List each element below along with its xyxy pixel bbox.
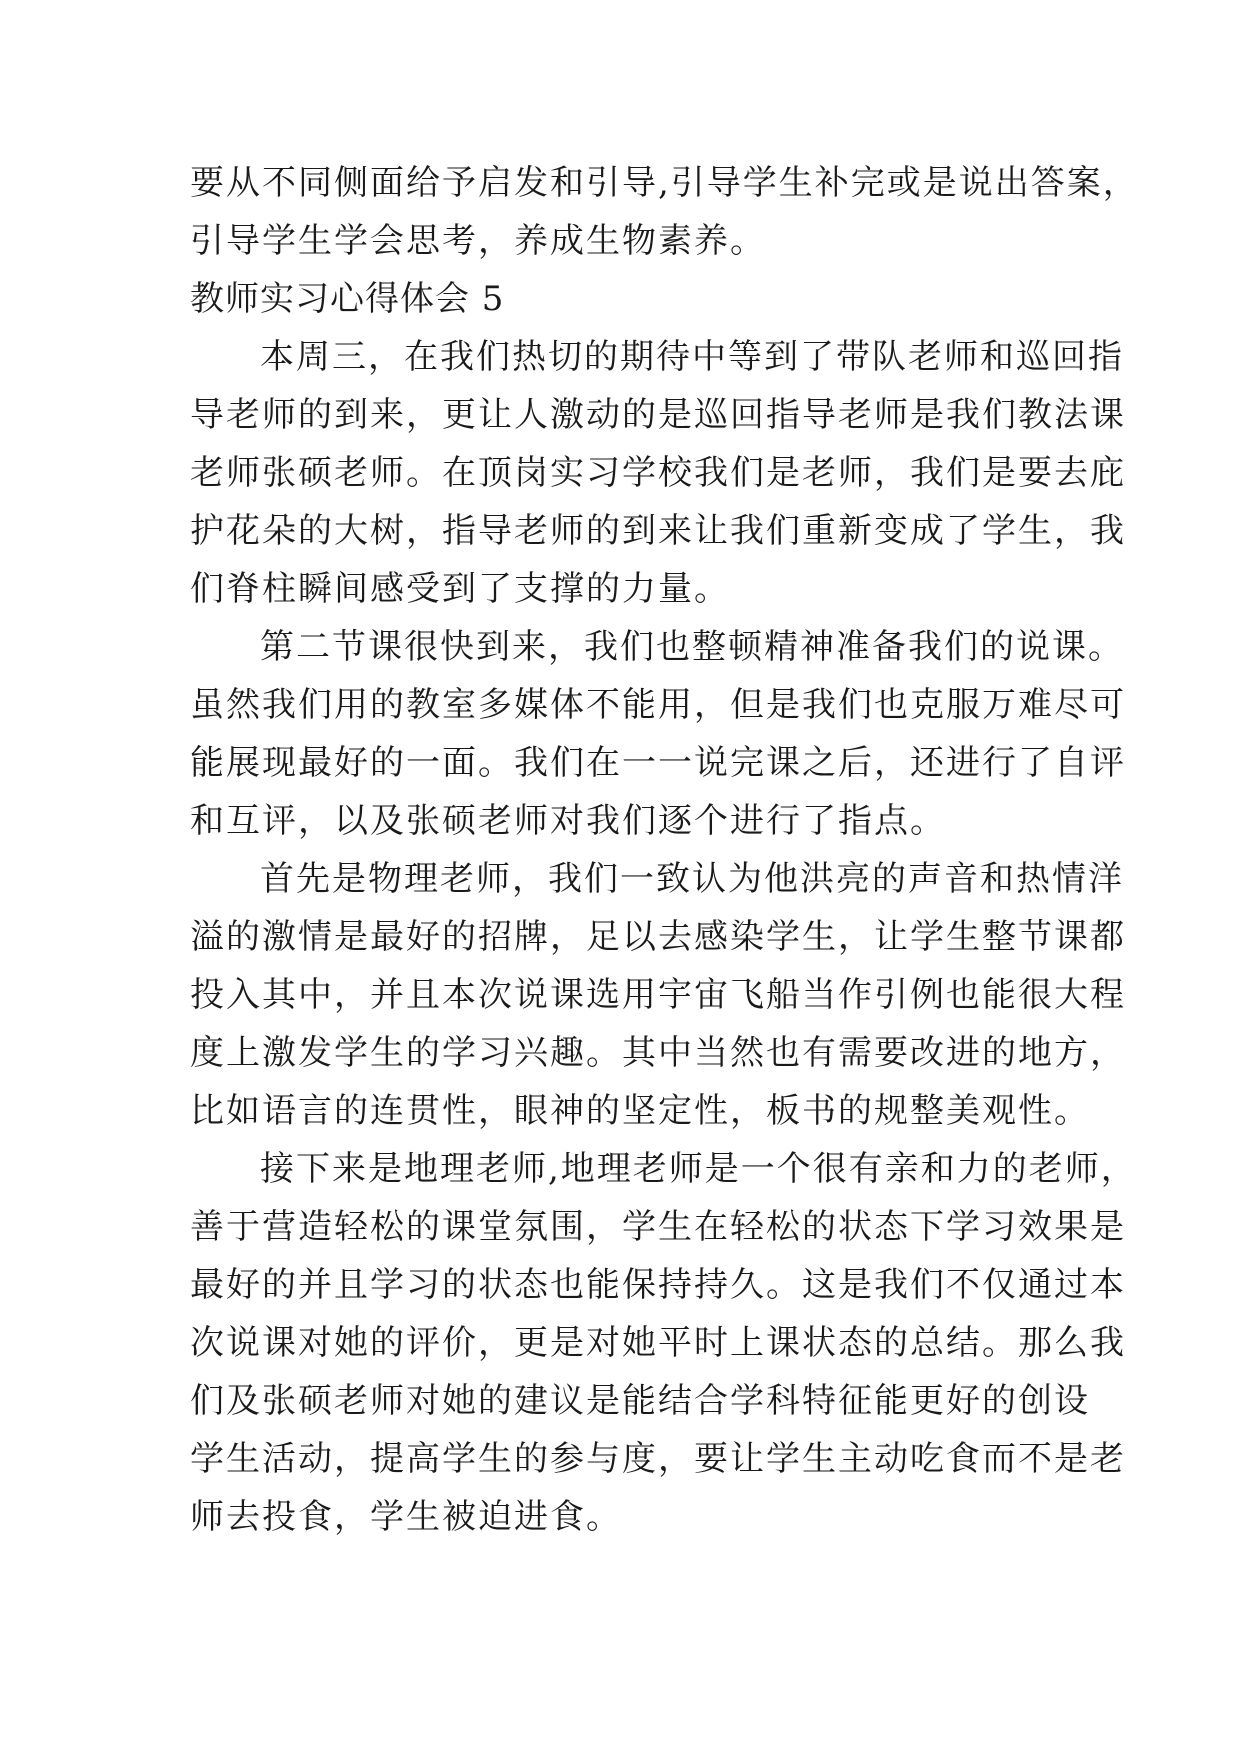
paragraph-line: 学生活动，提高学生的参与度，要让学生主动吃食而不是老 xyxy=(190,1439,1126,1479)
paragraph-line: 首先是物理老师，我们一致认为他洪亮的声音和热情洋 xyxy=(260,859,1124,899)
paragraph-line: 护花朵的大树，指导老师的到来让我们重新变成了学生，我 xyxy=(190,511,1126,551)
paragraph-line: 最好的并且学习的状态也能保持持久。这是我们不仅通过本 xyxy=(190,1265,1126,1305)
paragraph-line: 投入其中，并且本次说课选用宇宙飞船当作引例也能很大程 xyxy=(190,975,1126,1015)
paragraph-line: 比如语言的连贯性，眼神的坚定性，板书的规整美观性。 xyxy=(190,1091,1090,1131)
section-heading: 教师实习心得体会 5 xyxy=(190,279,505,319)
paragraph-line: 导老师的到来，更让人激动的是巡回指导老师是我们教法课 xyxy=(190,395,1126,435)
paragraph-line: 老师张硕老师。在顶岗实习学校我们是老师，我们是要去庇 xyxy=(190,453,1126,493)
paragraph-line: 们及张硕老师对她的建议是能结合学科特征能更好的创设 xyxy=(190,1381,1090,1421)
paragraph-line: 要从不同侧面给予启发和引导,引导学生补完或是说出答案， xyxy=(190,163,1139,203)
paragraph-line: 和互评，以及张硕老师对我们逐个进行了指点。 xyxy=(190,801,946,841)
paragraph-line: 度上激发学生的学习兴趣。其中当然也有需要改进的地方， xyxy=(190,1033,1126,1073)
paragraph-line: 们脊柱瞬间感受到了支撑的力量。 xyxy=(190,569,730,609)
paragraph-line: 善于营造轻松的课堂氛围，学生在轻松的状态下学习效果是 xyxy=(190,1207,1126,1247)
paragraph-line: 虽然我们用的教室多媒体不能用，但是我们也克服万难尽可 xyxy=(190,685,1126,725)
paragraph-line: 次说课对她的评价，更是对她平时上课状态的总结。那么我 xyxy=(190,1323,1126,1363)
paragraph-line: 本周三，在我们热切的期待中等到了带队老师和巡回指 xyxy=(260,337,1124,377)
paragraph-line: 能展现最好的一面。我们在一一说完课之后，还进行了自评 xyxy=(190,743,1126,783)
paragraph-line: 溢的激情是最好的招牌，足以去感染学生，让学生整节课都 xyxy=(190,917,1126,957)
paragraph-line: 师去投食，学生被迫进食。 xyxy=(190,1497,622,1537)
paragraph-line: 引导学生学会思考，养成生物素养。 xyxy=(190,221,766,261)
paragraph-line: 第二节课很快到来，我们也整顿精神准备我们的说课。 xyxy=(260,627,1124,667)
paragraph-line: 接下来是地理老师,地理老师是一个很有亲和力的老师， xyxy=(260,1149,1137,1189)
